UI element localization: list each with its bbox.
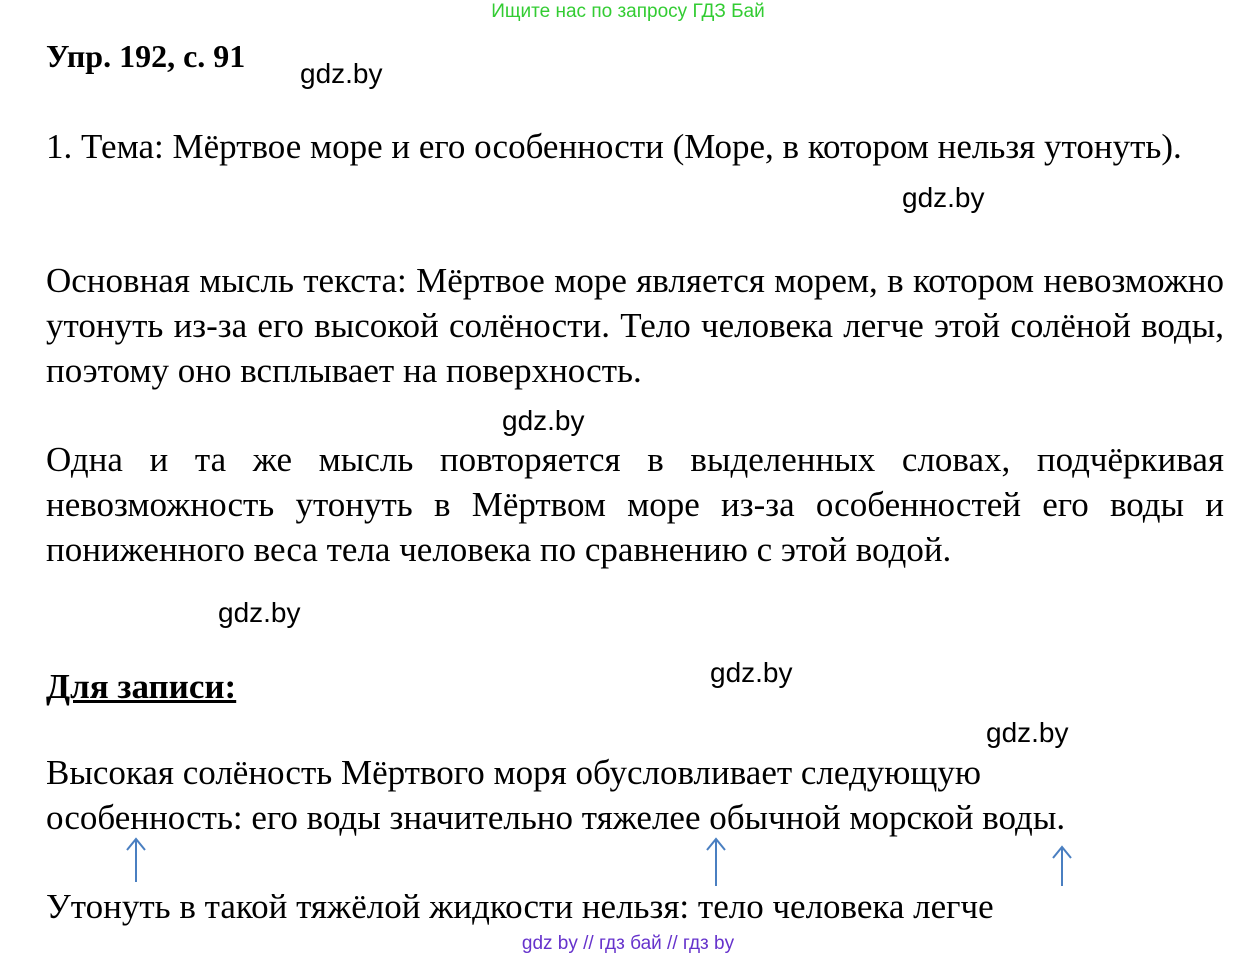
bottom-banner: gdz by // гдз бай // гдз by [521, 933, 735, 954]
record-line-2: особенность: его воды значительно тяжелее обычной морской воды. [46, 798, 1066, 837]
up-arrow-icon [1050, 844, 1074, 888]
section-heading: Для записи: [46, 667, 237, 706]
up-arrow-icon [124, 836, 148, 884]
watermark: gdz.by [710, 657, 793, 688]
repetition-paragraph: Одна и та же мысль повторяется в выделенных словах, подчёркивая невозможность утонуть в Мёртвом море из-за особенностей его воды и пониженного веса тела человека по сравнению с этой водой. [46, 440, 1224, 569]
watermark: gdz.by [300, 58, 383, 89]
exercise-title: Упр. 192, с. 91 [46, 38, 246, 74]
record-line-3: Утонуть в такой тяжёлой жидкости нельзя: тело человека легче [46, 887, 994, 926]
main-idea-paragraph: Основная мысль текста: Мёртвое море является морем, в котором невозможно утонуть из-за его высокой солёности. Тело человека легче этой солёной воды, поэтому оно всплывает на поверхность. [46, 261, 1224, 390]
theme-paragraph: 1. Тема: Мёртвое море и его особенности (Море, в котором нельзя утонуть). [46, 127, 1182, 166]
watermark: gdz.by [902, 182, 985, 213]
up-arrow-icon [704, 836, 728, 888]
record-line-1: Высокая солёность Мёртвого моря обусловливает следующую [46, 753, 982, 792]
top-banner: Ищите нас по запросу ГДЗ Бай [491, 1, 765, 22]
watermark: gdz.by [502, 405, 585, 436]
watermark: gdz.by [986, 717, 1069, 748]
watermark: gdz.by [218, 597, 301, 628]
